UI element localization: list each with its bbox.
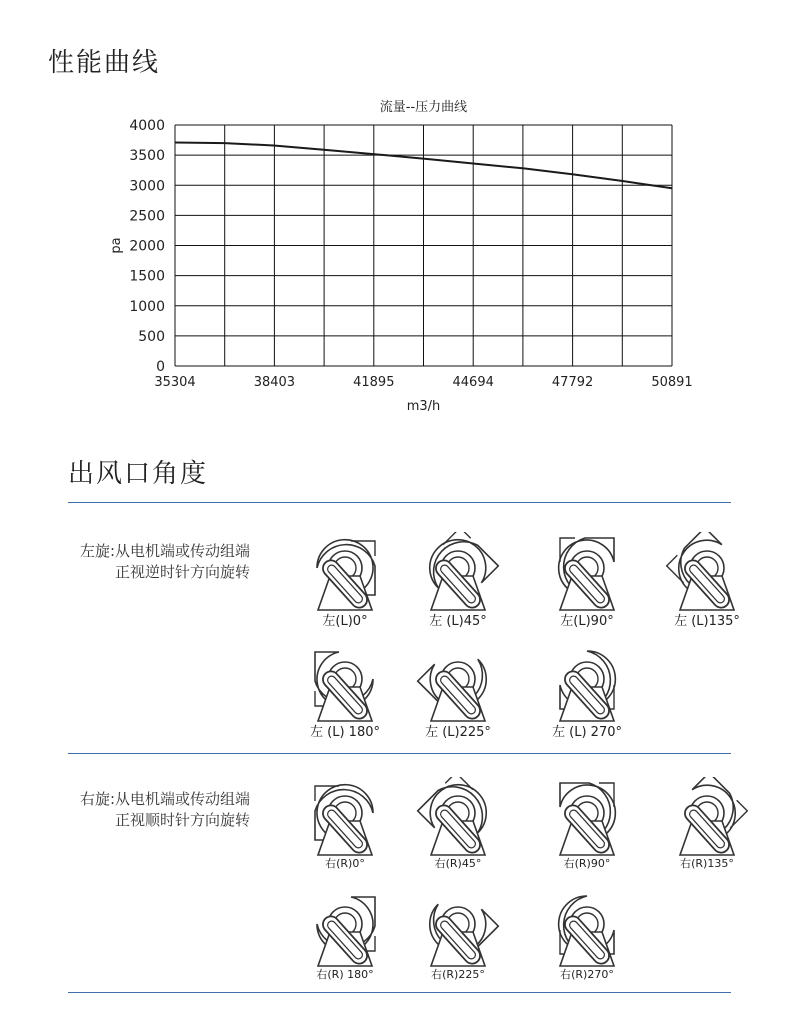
outlet-diagram bbox=[413, 643, 503, 743]
outlet-diagram bbox=[300, 888, 390, 988]
outlet-diagram bbox=[542, 643, 632, 743]
fan-housing-icon bbox=[300, 777, 390, 857]
outlet-angle-caption: 右(R)0° bbox=[325, 857, 365, 870]
fan-housing-icon bbox=[662, 777, 752, 857]
y-tick-label: 3500 bbox=[129, 148, 165, 165]
outlet-angle-caption: 右(R)90° bbox=[563, 857, 611, 870]
right-rotation-line1: 右旋:从电机端或传动组端 bbox=[79, 790, 250, 808]
x-tick-label: 35304 bbox=[154, 375, 196, 390]
left-rotation-line2: 正视逆时针方向旋转 bbox=[114, 563, 250, 581]
x-tick-label: 44694 bbox=[452, 375, 494, 390]
y-tick-label: 1500 bbox=[129, 268, 165, 285]
outlet-angle-caption: 左(L)0° bbox=[322, 614, 368, 629]
x-tick-label: 47792 bbox=[551, 375, 594, 390]
fan-housing-icon bbox=[300, 643, 390, 723]
x-axis-label: m3/h bbox=[406, 399, 441, 414]
outlet-diagram bbox=[542, 532, 632, 632]
y-tick-label: 3000 bbox=[129, 178, 165, 195]
divider-middle bbox=[68, 753, 731, 754]
outlet-diagram bbox=[300, 643, 390, 743]
outlet-angle-caption: 右(R)135° bbox=[680, 857, 734, 870]
right-rotation-label bbox=[30, 789, 250, 831]
chart-title: 流量--压力曲线 bbox=[379, 100, 468, 115]
outlet-angle-caption: 左 (L)135° bbox=[674, 614, 740, 629]
divider-bottom bbox=[68, 992, 731, 993]
fan-housing-icon bbox=[300, 888, 390, 968]
fan-housing-icon bbox=[542, 532, 632, 612]
outlet-diagram bbox=[413, 532, 503, 632]
y-tick-label: 2500 bbox=[129, 208, 165, 225]
outlet-angle-heading: 出风口角度 bbox=[68, 459, 209, 489]
fan-housing-icon bbox=[662, 532, 752, 612]
x-tick-label: 38403 bbox=[253, 375, 296, 390]
left-rotation-line1: 左旋:从电机端或传动组端 bbox=[79, 542, 250, 560]
outlet-angle-caption: 右(R)225° bbox=[431, 968, 485, 981]
fan-housing-icon bbox=[413, 888, 503, 968]
outlet-diagram bbox=[413, 888, 503, 988]
x-tick-label: 50891 bbox=[651, 375, 693, 390]
outlet-diagram bbox=[542, 777, 632, 877]
left-rotation-label bbox=[30, 541, 250, 583]
divider-top bbox=[68, 502, 731, 503]
outlet-angle-caption: 右(R)270° bbox=[560, 968, 614, 981]
outlet-diagram bbox=[300, 777, 390, 877]
outlet-angle-caption: 左 (L) 180° bbox=[310, 725, 380, 740]
outlet-diagram bbox=[413, 777, 503, 877]
y-tick-label: 500 bbox=[138, 328, 165, 345]
outlet-angle-caption: 左 (L)225° bbox=[425, 725, 491, 740]
outlet-angle-caption: 右(R)45° bbox=[434, 857, 482, 870]
y-tick-label: 4000 bbox=[129, 118, 165, 134]
y-tick-label: 0 bbox=[156, 359, 165, 375]
y-axis-label: pa bbox=[109, 237, 124, 254]
fan-housing-icon bbox=[542, 888, 632, 968]
y-tick-label: 1000 bbox=[129, 298, 165, 315]
fan-housing-icon bbox=[300, 532, 390, 612]
outlet-diagram bbox=[662, 777, 752, 877]
x-tick-label: 41895 bbox=[353, 375, 395, 390]
performance-heading: 性能曲线 bbox=[48, 48, 161, 78]
outlet-diagram bbox=[300, 532, 390, 632]
fan-housing-icon bbox=[542, 777, 632, 857]
outlet-diagram bbox=[662, 532, 752, 632]
outlet-angle-caption: 左 (L)45° bbox=[429, 614, 487, 629]
fan-housing-icon bbox=[413, 643, 503, 723]
pressure-flow-chart bbox=[100, 92, 720, 422]
outlet-angle-caption: 右(R) 180° bbox=[316, 968, 374, 981]
fan-housing-icon bbox=[413, 532, 503, 612]
fan-housing-icon bbox=[413, 777, 503, 857]
outlet-diagram bbox=[542, 888, 632, 988]
outlet-angle-caption: 左 (L) 270° bbox=[552, 725, 622, 740]
outlet-angle-caption: 左(L)90° bbox=[560, 614, 614, 629]
y-tick-label: 2000 bbox=[129, 238, 165, 255]
right-rotation-line2: 正视顺时针方向旋转 bbox=[114, 811, 250, 829]
fan-housing-icon bbox=[542, 643, 632, 723]
